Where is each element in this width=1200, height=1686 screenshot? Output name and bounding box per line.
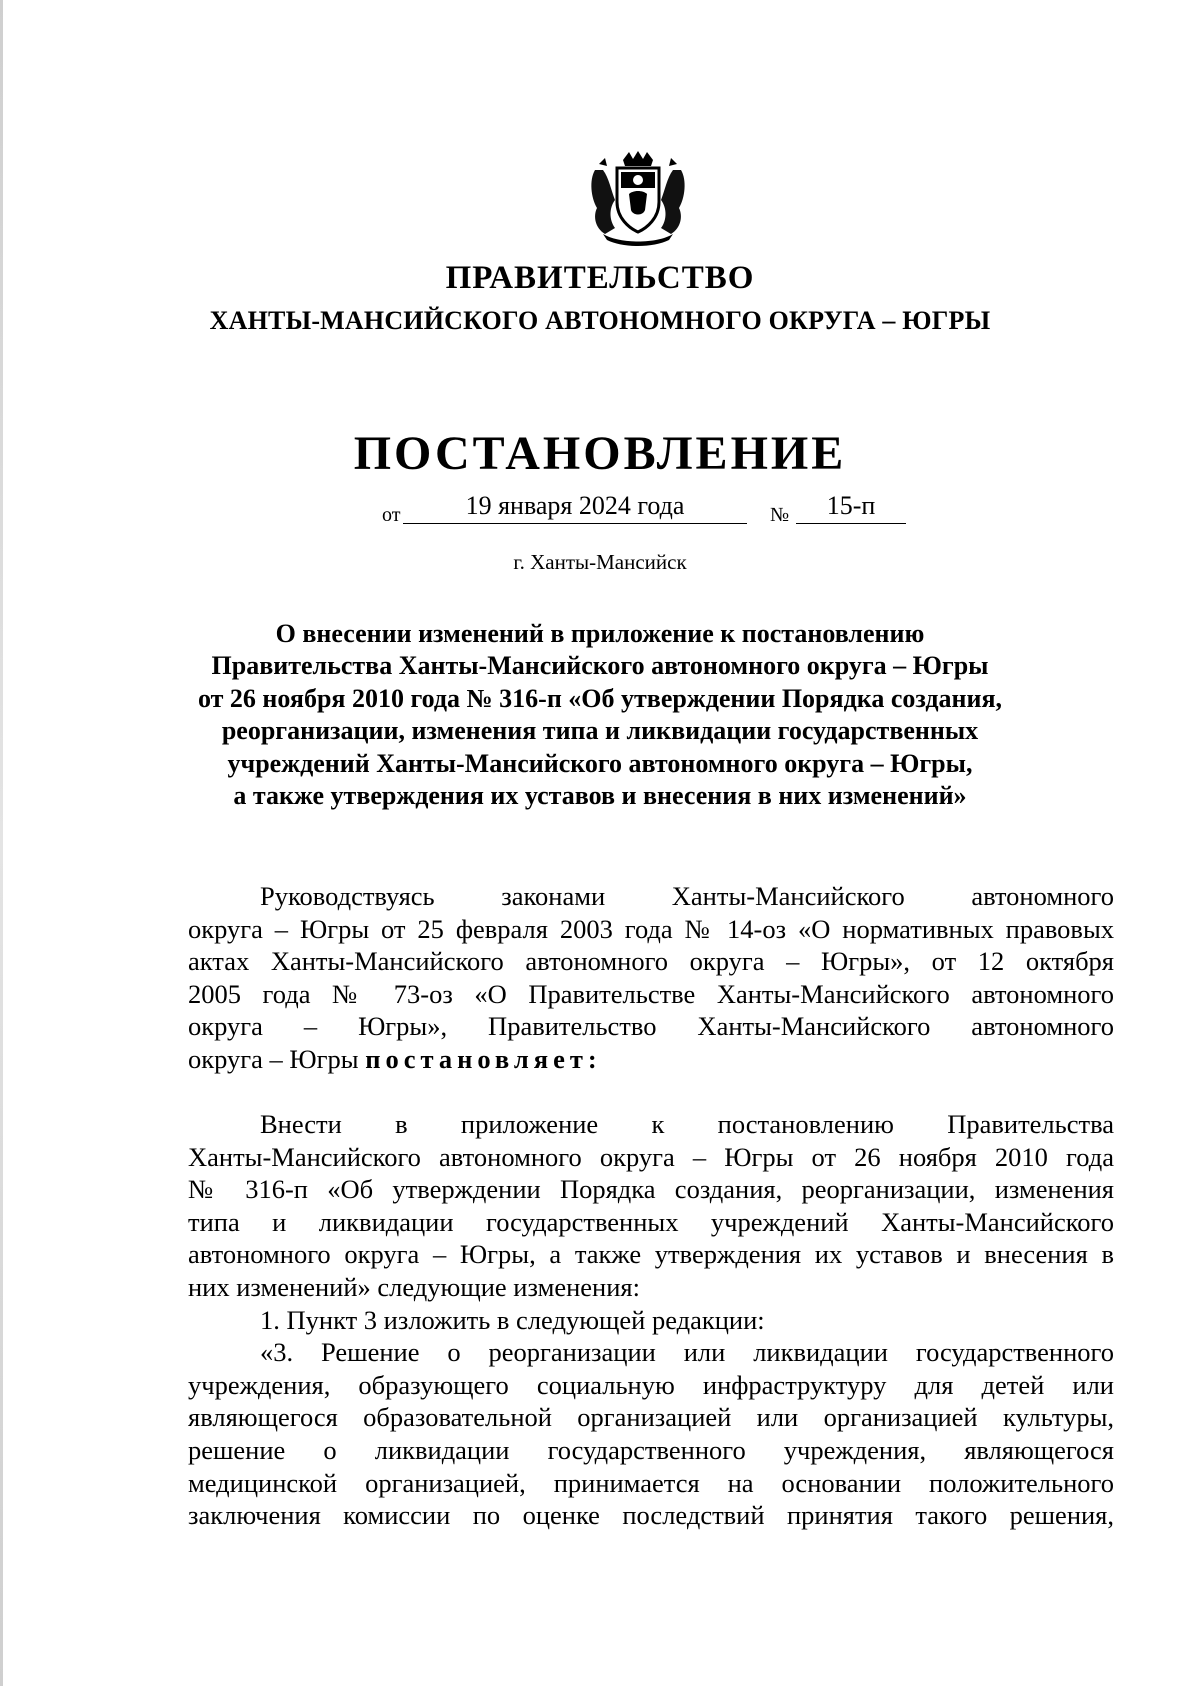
- body-line: решение о ликвидации государственного учреждения, являющегося: [188, 1434, 1114, 1465]
- subject-line: Правительства Ханты-Мансийского автономного округа – Югры: [211, 651, 989, 681]
- document-subject: [150, 618, 1050, 812]
- body-line: Руководствуясь законами Ханты-Мансийского автономного: [260, 881, 1114, 911]
- city: г. Ханты-Мансийск: [513, 550, 687, 574]
- region-name: ХАНТЫ-МАНСИЙСКОГО АВТОНОМНОГО ОКРУГА – ЮГРЫ: [209, 306, 991, 335]
- date-number-row: [0, 492, 1200, 532]
- body-line: [188, 1043, 1114, 1076]
- body-line: 1. Пункт 3 изложить в следующей редакции:: [260, 1304, 765, 1335]
- body-line: них изменений» следующие изменения:: [188, 1271, 640, 1302]
- coat-of-arms-icon: [585, 150, 691, 246]
- body-line: автономного округа – Югры, а также утверждения их уставов и внесения в: [188, 1239, 1114, 1270]
- subject-line: а также утверждения их уставов и внесения в них изменений»: [233, 781, 967, 811]
- number-prefix: №: [770, 504, 790, 526]
- body-text: округа – Югры: [188, 1043, 359, 1074]
- body-line: № 316-п «Об утверждении Порядка создания, реорганизации, изменения: [188, 1174, 1114, 1205]
- document-date: 19 января 2024 года: [403, 492, 747, 524]
- decree-word: постановляет:: [365, 1043, 602, 1074]
- scan-edge: [0, 0, 3, 1686]
- body-line: типа и ликвидации государственных учреждений Ханты-Мансийского: [188, 1206, 1114, 1237]
- body-line: медицинской организацией, принимается на основании положительного: [188, 1467, 1114, 1498]
- body-line: округа – Югры от 25 февраля 2003 года № 14-оз «О нормативных правовых: [188, 913, 1114, 944]
- main-paragraph: [188, 1108, 1114, 1532]
- body-line: округа – Югры», Правительство Ханты-Мансийского автономного: [188, 1011, 1114, 1042]
- body-line: заключения комиссии по оценке последствий принятия такого решения,: [188, 1500, 1114, 1531]
- subject-line: от 26 ноября 2010 года № 316-п «Об утверждении Порядка создания,: [197, 683, 1003, 713]
- government-name: ПРАВИТЕЛЬСТВО: [445, 260, 755, 296]
- body-line: являющегося образовательной организацией или организацией культуры,: [188, 1402, 1114, 1433]
- subject-line: учреждений Ханты-Мансийского автономного округа – Югры,: [227, 748, 973, 778]
- subject-line: О внесении изменений в приложение к постановлению: [275, 619, 925, 648]
- body-line: «3. Решение о реорганизации или ликвидации государственного: [260, 1337, 1114, 1368]
- document-type: ПОСТАНОВЛЕНИЕ: [353, 427, 847, 480]
- body-line: учреждения, образующего социальную инфраструктуру для детей или: [188, 1369, 1114, 1400]
- preamble-paragraph: [188, 880, 1114, 1076]
- document-number: 15-п: [796, 492, 906, 524]
- date-prefix: от: [382, 504, 401, 526]
- body-line: актах Ханты-Мансийского автономного округа – Югры», от 12 октября: [188, 946, 1114, 977]
- body-line: Ханты-Мансийского автономного округа – Югры от 26 ноября 2010 года: [188, 1141, 1114, 1172]
- body-line: Внести в приложение к постановлению Правительства: [260, 1109, 1114, 1139]
- body-line: 2005 года № 73-оз «О Правительстве Ханты-Мансийского автономного: [188, 978, 1114, 1009]
- subject-line: реорганизации, изменения типа и ликвидации государственных: [221, 716, 979, 746]
